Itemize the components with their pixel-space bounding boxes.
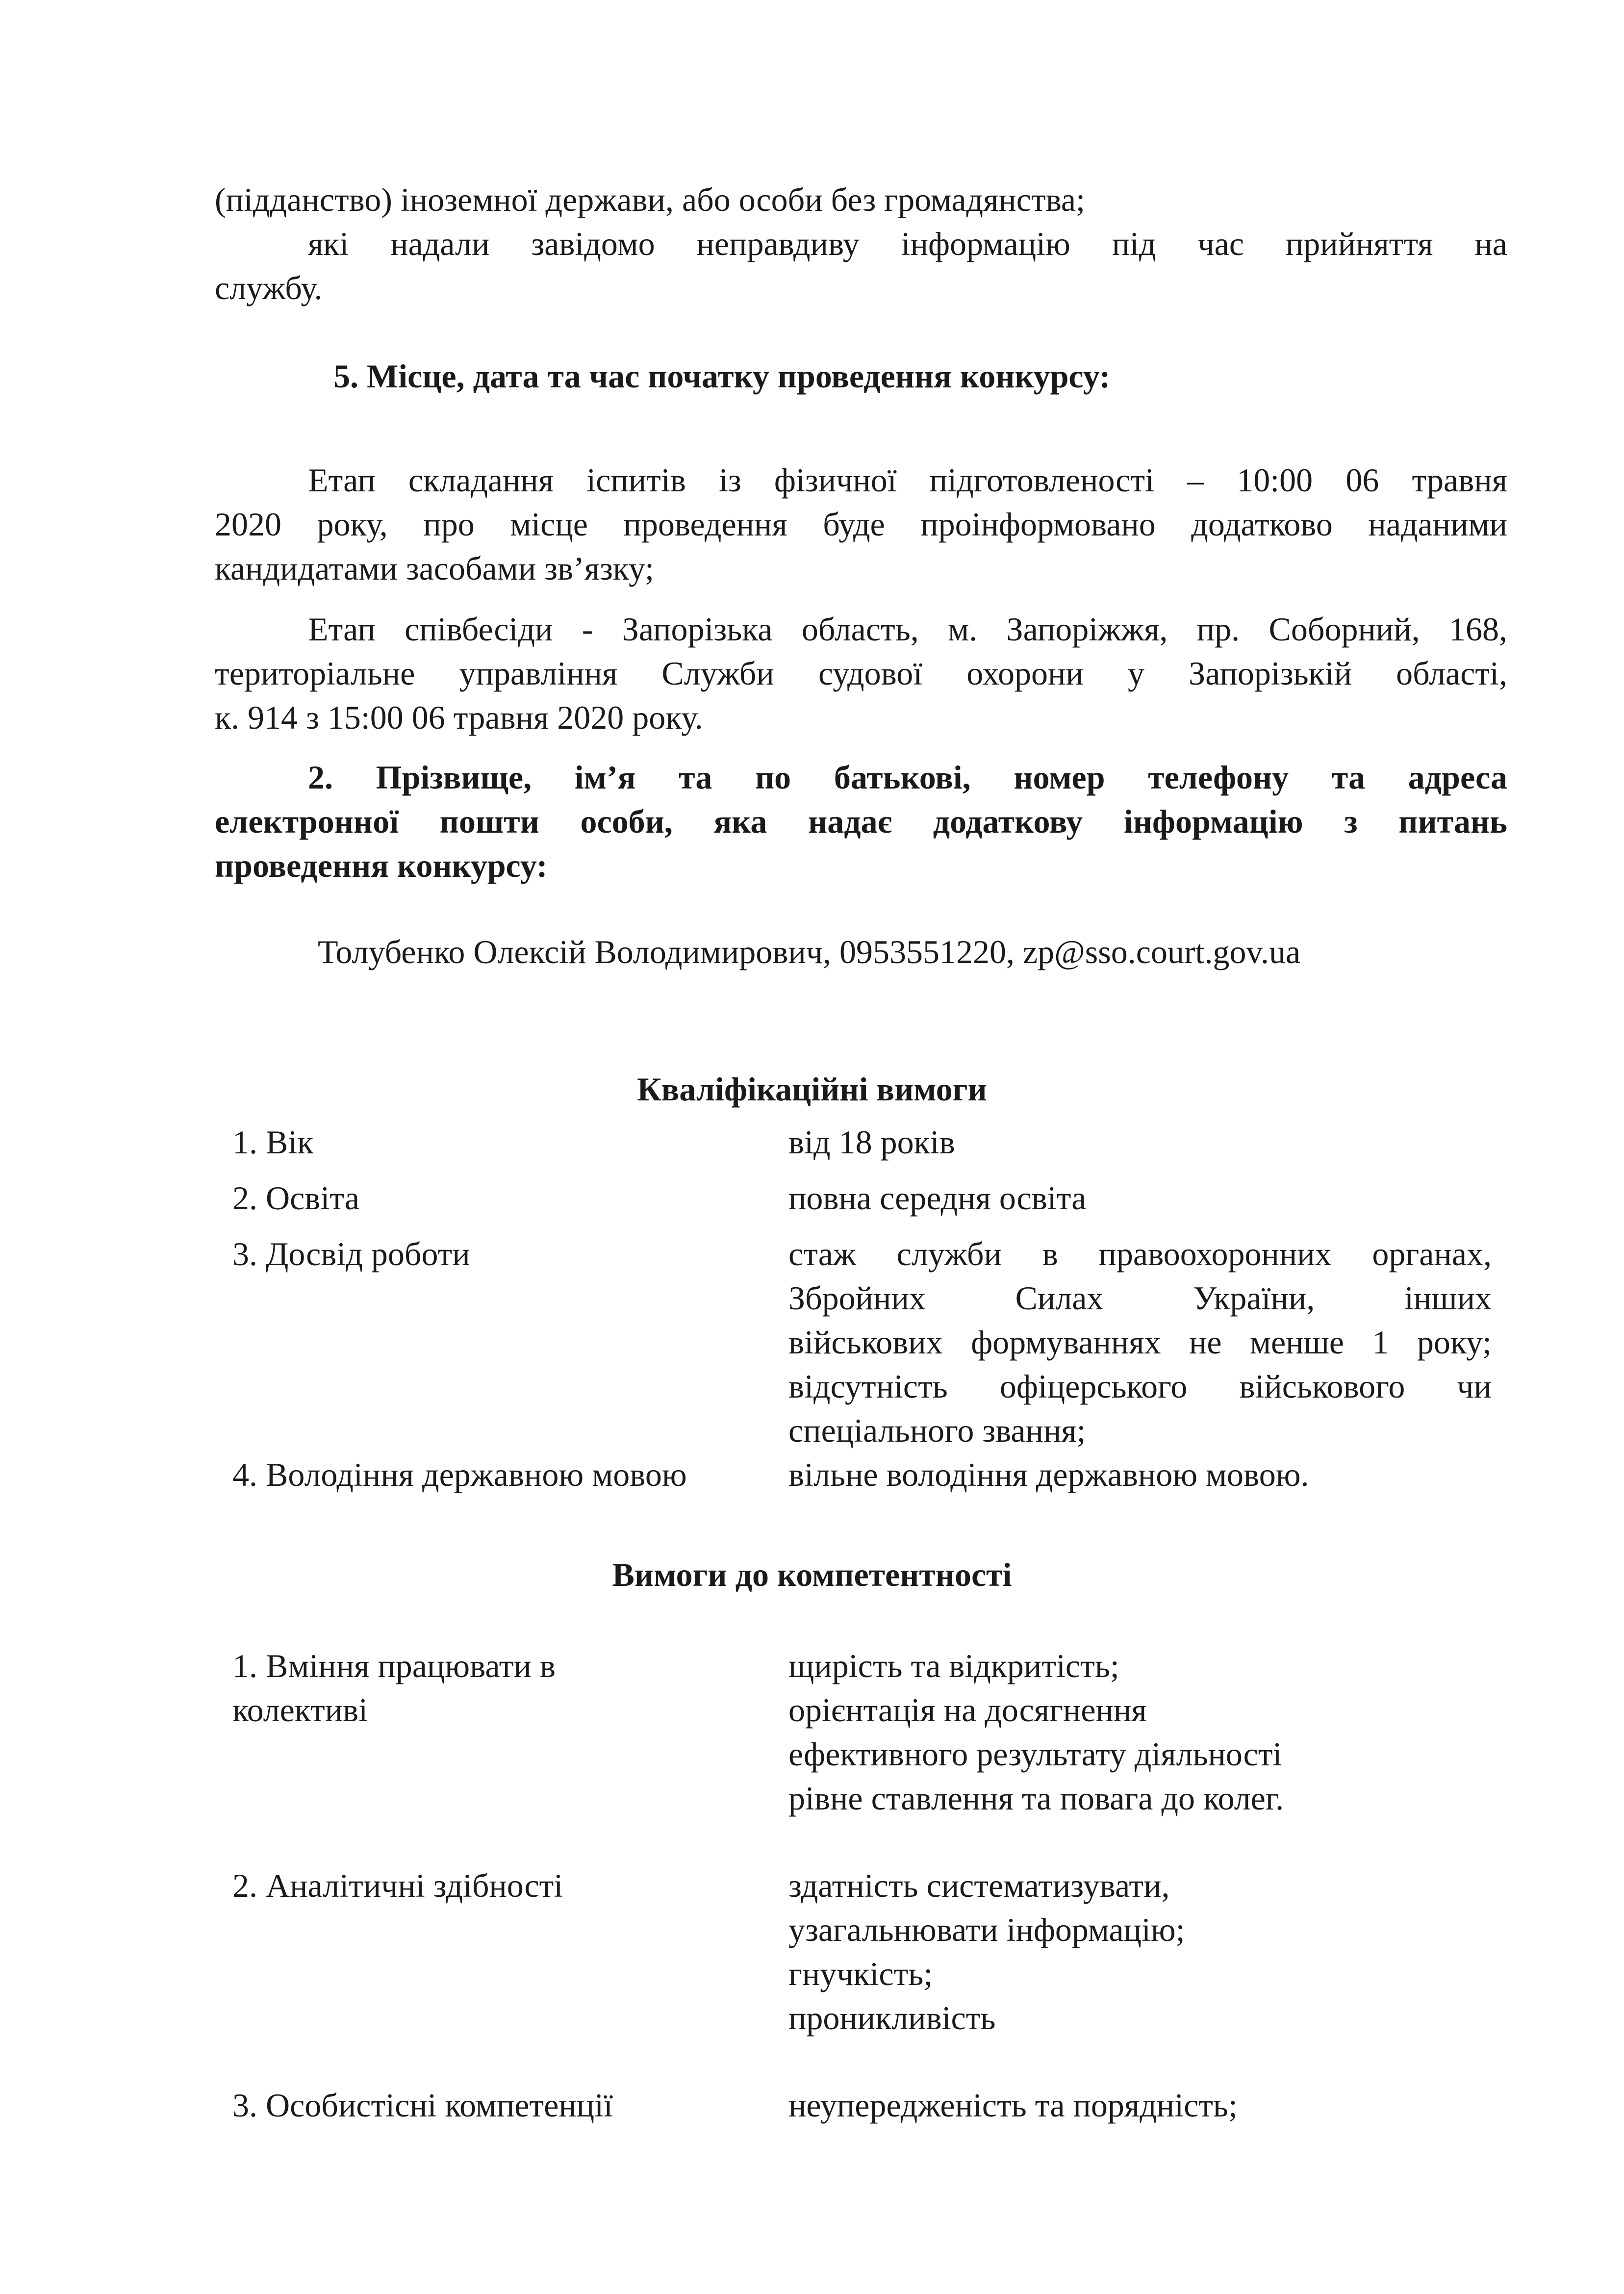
qualification-value-experience-line-4: відсутність офіцерського військового чи [788,1368,1492,1405]
qualification-value-experience-line-1: стаж служби в правоохоронних органах, [788,1235,1492,1273]
section-5-p2-line-3: к. 914 з 15:00 06 травня 2020 року. [215,699,703,736]
qualification-value-experience-line-3: військових формуваннях не менше 1 року; [788,1324,1492,1361]
section-5-heading: 5. Місце, дата та час початку проведення конкурсу: [333,357,1111,395]
competence-title: Вимоги до компетентності [612,1556,1012,1593]
competence-label-teamwork-line-1: 1. Вміння працювати в [232,1647,556,1684]
competence-value-teamwork-line-3: ефективного результату діяльності [788,1735,1282,1773]
contact-person: Толубенко Олексій Володимирович, 0953551220, zp@sso.court.gov.ua [318,933,1301,970]
qualification-title: Кваліфікаційні вимоги [637,1071,987,1108]
competence-value-personal-line-1: неупередженість та порядність; [788,2087,1238,2124]
competence-value-analytical-line-4: проникливість [788,1999,996,2037]
competence-value-analytical-line-2: узагальнювати інформацію; [788,1911,1185,1948]
competence-value-analytical-line-3: гнучкість; [788,1955,933,1992]
qualification-label-education: 2. Освіта [232,1179,360,1217]
section-5-p2-line-1: Етап співбесіди - Запорізька область, м. Запоріжжя, пр. Соборний, 168, [308,611,1507,648]
section-5-p2-line-2: територіальне управління Служби судової охорони у Запорізькій області, [215,655,1507,692]
competence-value-analytical-line-1: здатність систематизувати, [788,1867,1170,1904]
qualification-label-language: 4. Володіння державною мовою [232,1456,687,1493]
qualification-value-experience-line-2: Збройних Силах України, інших [788,1279,1492,1317]
competence-label-teamwork-line-2: колективі [232,1691,368,1729]
competence-value-teamwork-line-2: орієнтація на досягнення [788,1691,1147,1729]
intro-line-2: які надали завідомо неправдиву інформацію під час прийняття на [308,225,1507,262]
section-2-heading-line-1: 2. Прізвище, ім’я та по батькові, номер телефону та адреса [308,759,1507,796]
intro-line-1: (підданство) іноземної держави, або особи без громадянства; [215,181,1085,218]
section-5-p1-line-1: Етап складання іспитів із фізичної підготовленості – 10:00 06 травня [308,461,1507,499]
qualification-value-language: вільне володіння державною мовою. [788,1456,1309,1493]
section-2-heading-line-2: електронної пошти особи, яка надає додаткову інформацію з питань [215,803,1507,840]
section-2-heading-line-3: проведення конкурсу: [215,847,548,884]
competence-label-analytical: 2. Аналітичні здібності [232,1867,563,1904]
qualification-value-age: від 18 років [788,1123,955,1161]
qualification-label-experience: 3. Досвід роботи [232,1235,470,1273]
section-5-p1-line-2: 2020 року, про місце проведення буде проінформовано додатково наданими [215,506,1507,543]
intro-line-3: службу. [215,269,323,306]
qualification-value-experience-line-5: спеціального звання; [788,1412,1086,1449]
qualification-value-education: повна середня освіта [788,1179,1087,1217]
qualification-label-age: 1. Вік [232,1123,314,1161]
competence-label-personal: 3. Особистісні компетенції [232,2087,613,2124]
competence-value-teamwork-line-1: щирість та відкритість; [788,1647,1119,1684]
section-5-p1-line-3: кандидатами засобами зв’язку; [215,550,654,587]
competence-value-teamwork-line-4: рівне ставлення та повага до колег. [788,1780,1284,1817]
